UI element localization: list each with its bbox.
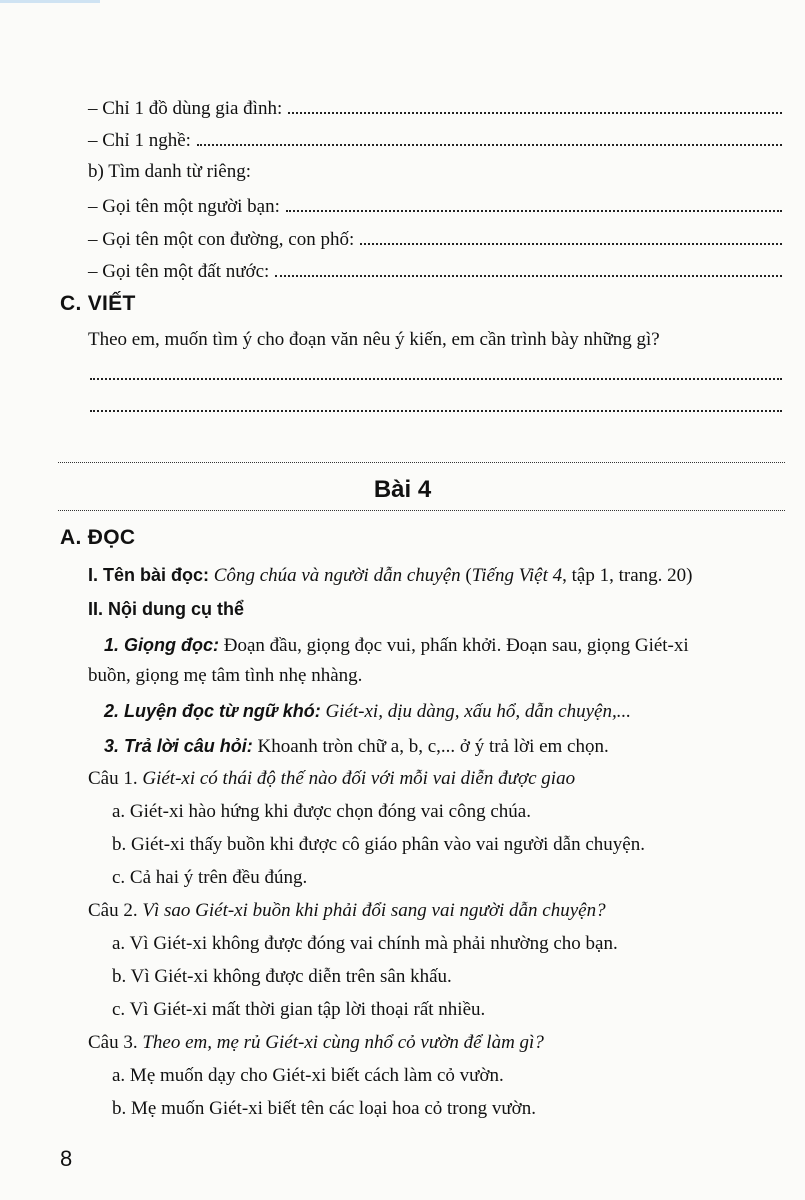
item-voice-line xyxy=(104,633,689,658)
question-3 xyxy=(88,1031,544,1055)
section-divider-top xyxy=(58,462,785,463)
content-heading-line xyxy=(88,597,244,622)
prompt-friend-name: – Gọi tên một người bạn: xyxy=(88,196,280,217)
prompt-household-item: – Chỉ 1 đồ dùng gia đình: xyxy=(88,98,283,119)
blank-profession[interactable] xyxy=(197,128,782,146)
page-number: 8 xyxy=(60,1146,73,1171)
question-2-option-a[interactable]: a. Vì Giét-xi không được đóng vai chính mà phải nhường cho bạn. xyxy=(112,933,618,954)
question-1-option-c[interactable]: c. Cả hai ý trên đều đúng. xyxy=(112,867,308,888)
section-divider-bottom xyxy=(58,510,785,511)
question-2 xyxy=(88,899,606,923)
heading-proper-nouns: b) Tìm danh từ riêng: xyxy=(88,161,251,182)
section-c-question: Theo em, muốn tìm ý cho đoạn văn nêu ý kiến, em cần trình bày những gì? xyxy=(88,329,660,350)
question-3-option-b[interactable]: b. Mẹ muốn Giét-xi biết tên các loại hoa cỏ trong vườn. xyxy=(112,1098,536,1119)
item-hard-words-text: Giét-xi, dịu dàng, xấu hổ, dẫn chuyện,... xyxy=(325,701,631,722)
answer-line-friend-name xyxy=(88,194,782,219)
answer-blank-line-2[interactable] xyxy=(90,410,782,412)
blank-friend-name[interactable] xyxy=(286,194,782,212)
question-2-text: Vì sao Giét-xi buồn khi phải đổi sang vai người dẫn chuyện? xyxy=(142,900,606,921)
answer-line-household-item xyxy=(88,96,782,121)
section-a-heading: A. ĐỌC xyxy=(60,526,136,549)
question-1-option-b[interactable]: b. Giét-xi thấy buồn khi được cô giáo phân vào vai người dẫn chuyện. xyxy=(112,834,645,855)
answer-line-profession xyxy=(88,128,782,153)
answer-line-country-name xyxy=(88,259,782,284)
prompt-street-name: – Gọi tên một con đường, con phố: xyxy=(88,229,355,250)
item-voice-label: 1. Giọng đọc: xyxy=(104,635,219,655)
scan-edge-mark xyxy=(0,0,100,3)
blank-street-name[interactable] xyxy=(360,227,782,245)
reading-title: Công chúa và người dẫn chuyện xyxy=(213,565,461,586)
question-2-option-b[interactable]: b. Vì Giét-xi không được diễn trên sân khấu. xyxy=(112,966,452,987)
reading-ref-open: ( xyxy=(465,565,472,586)
item-voice-text: Đoạn đầu, giọng đọc vui, phấn khởi. Đoạn sau, giọng Giét-xi xyxy=(223,635,689,656)
reading-ref-rest: , tập 1, trang. 20) xyxy=(562,565,693,586)
reading-title-label: I. Tên bài đọc: xyxy=(88,565,210,585)
question-3-option-a[interactable]: a. Mẹ muốn dạy cho Giét-xi biết cách làm cỏ vườn. xyxy=(112,1065,504,1086)
content-heading: II. Nội dung cụ thể xyxy=(88,599,244,619)
prompt-country-name: – Gọi tên một đất nước: xyxy=(88,261,270,282)
item-hard-words-label: 2. Luyện đọc từ ngữ khó: xyxy=(104,701,321,721)
question-2-option-c[interactable]: c. Vì Giét-xi mất thời gian tập lời thoại rất nhiều. xyxy=(112,999,486,1020)
reading-ref-book: Tiếng Việt 4 xyxy=(471,565,563,586)
question-3-text: Theo em, mẹ rủ Giét-xi cùng nhổ cỏ vườn để làm gì? xyxy=(142,1032,544,1053)
item-hard-words-line xyxy=(104,699,631,724)
blank-household-item[interactable] xyxy=(288,96,782,114)
question-3-label: Câu 3. xyxy=(88,1032,138,1053)
item-voice-text-cont: buồn, giọng mẹ tâm tình nhẹ nhàng. xyxy=(88,665,363,686)
answer-blank-line-1[interactable] xyxy=(90,378,782,380)
item-answer-line xyxy=(104,734,609,759)
answer-line-street-name xyxy=(88,227,782,252)
item-answer-label: 3. Trả lời câu hỏi: xyxy=(104,736,253,756)
lesson-title: Bài 4 xyxy=(373,476,432,503)
prompt-profession: – Chỉ 1 nghề: xyxy=(88,130,191,151)
item-answer-text: Khoanh tròn chữ a, b, c,... ở ý trả lời em chọn. xyxy=(257,736,609,757)
question-1 xyxy=(88,767,575,791)
question-1-option-a[interactable]: a. Giét-xi hào hứng khi được chọn đóng vai công chúa. xyxy=(112,801,531,822)
question-2-label: Câu 2. xyxy=(88,900,138,921)
blank-country-name[interactable] xyxy=(275,259,782,277)
question-1-text: Giét-xi có thái độ thế nào đối với mỗi vai diễn được giao xyxy=(142,768,576,789)
reading-title-line xyxy=(88,563,692,588)
question-1-label: Câu 1. xyxy=(88,768,138,789)
section-c-heading: C. VIẾT xyxy=(60,292,136,315)
